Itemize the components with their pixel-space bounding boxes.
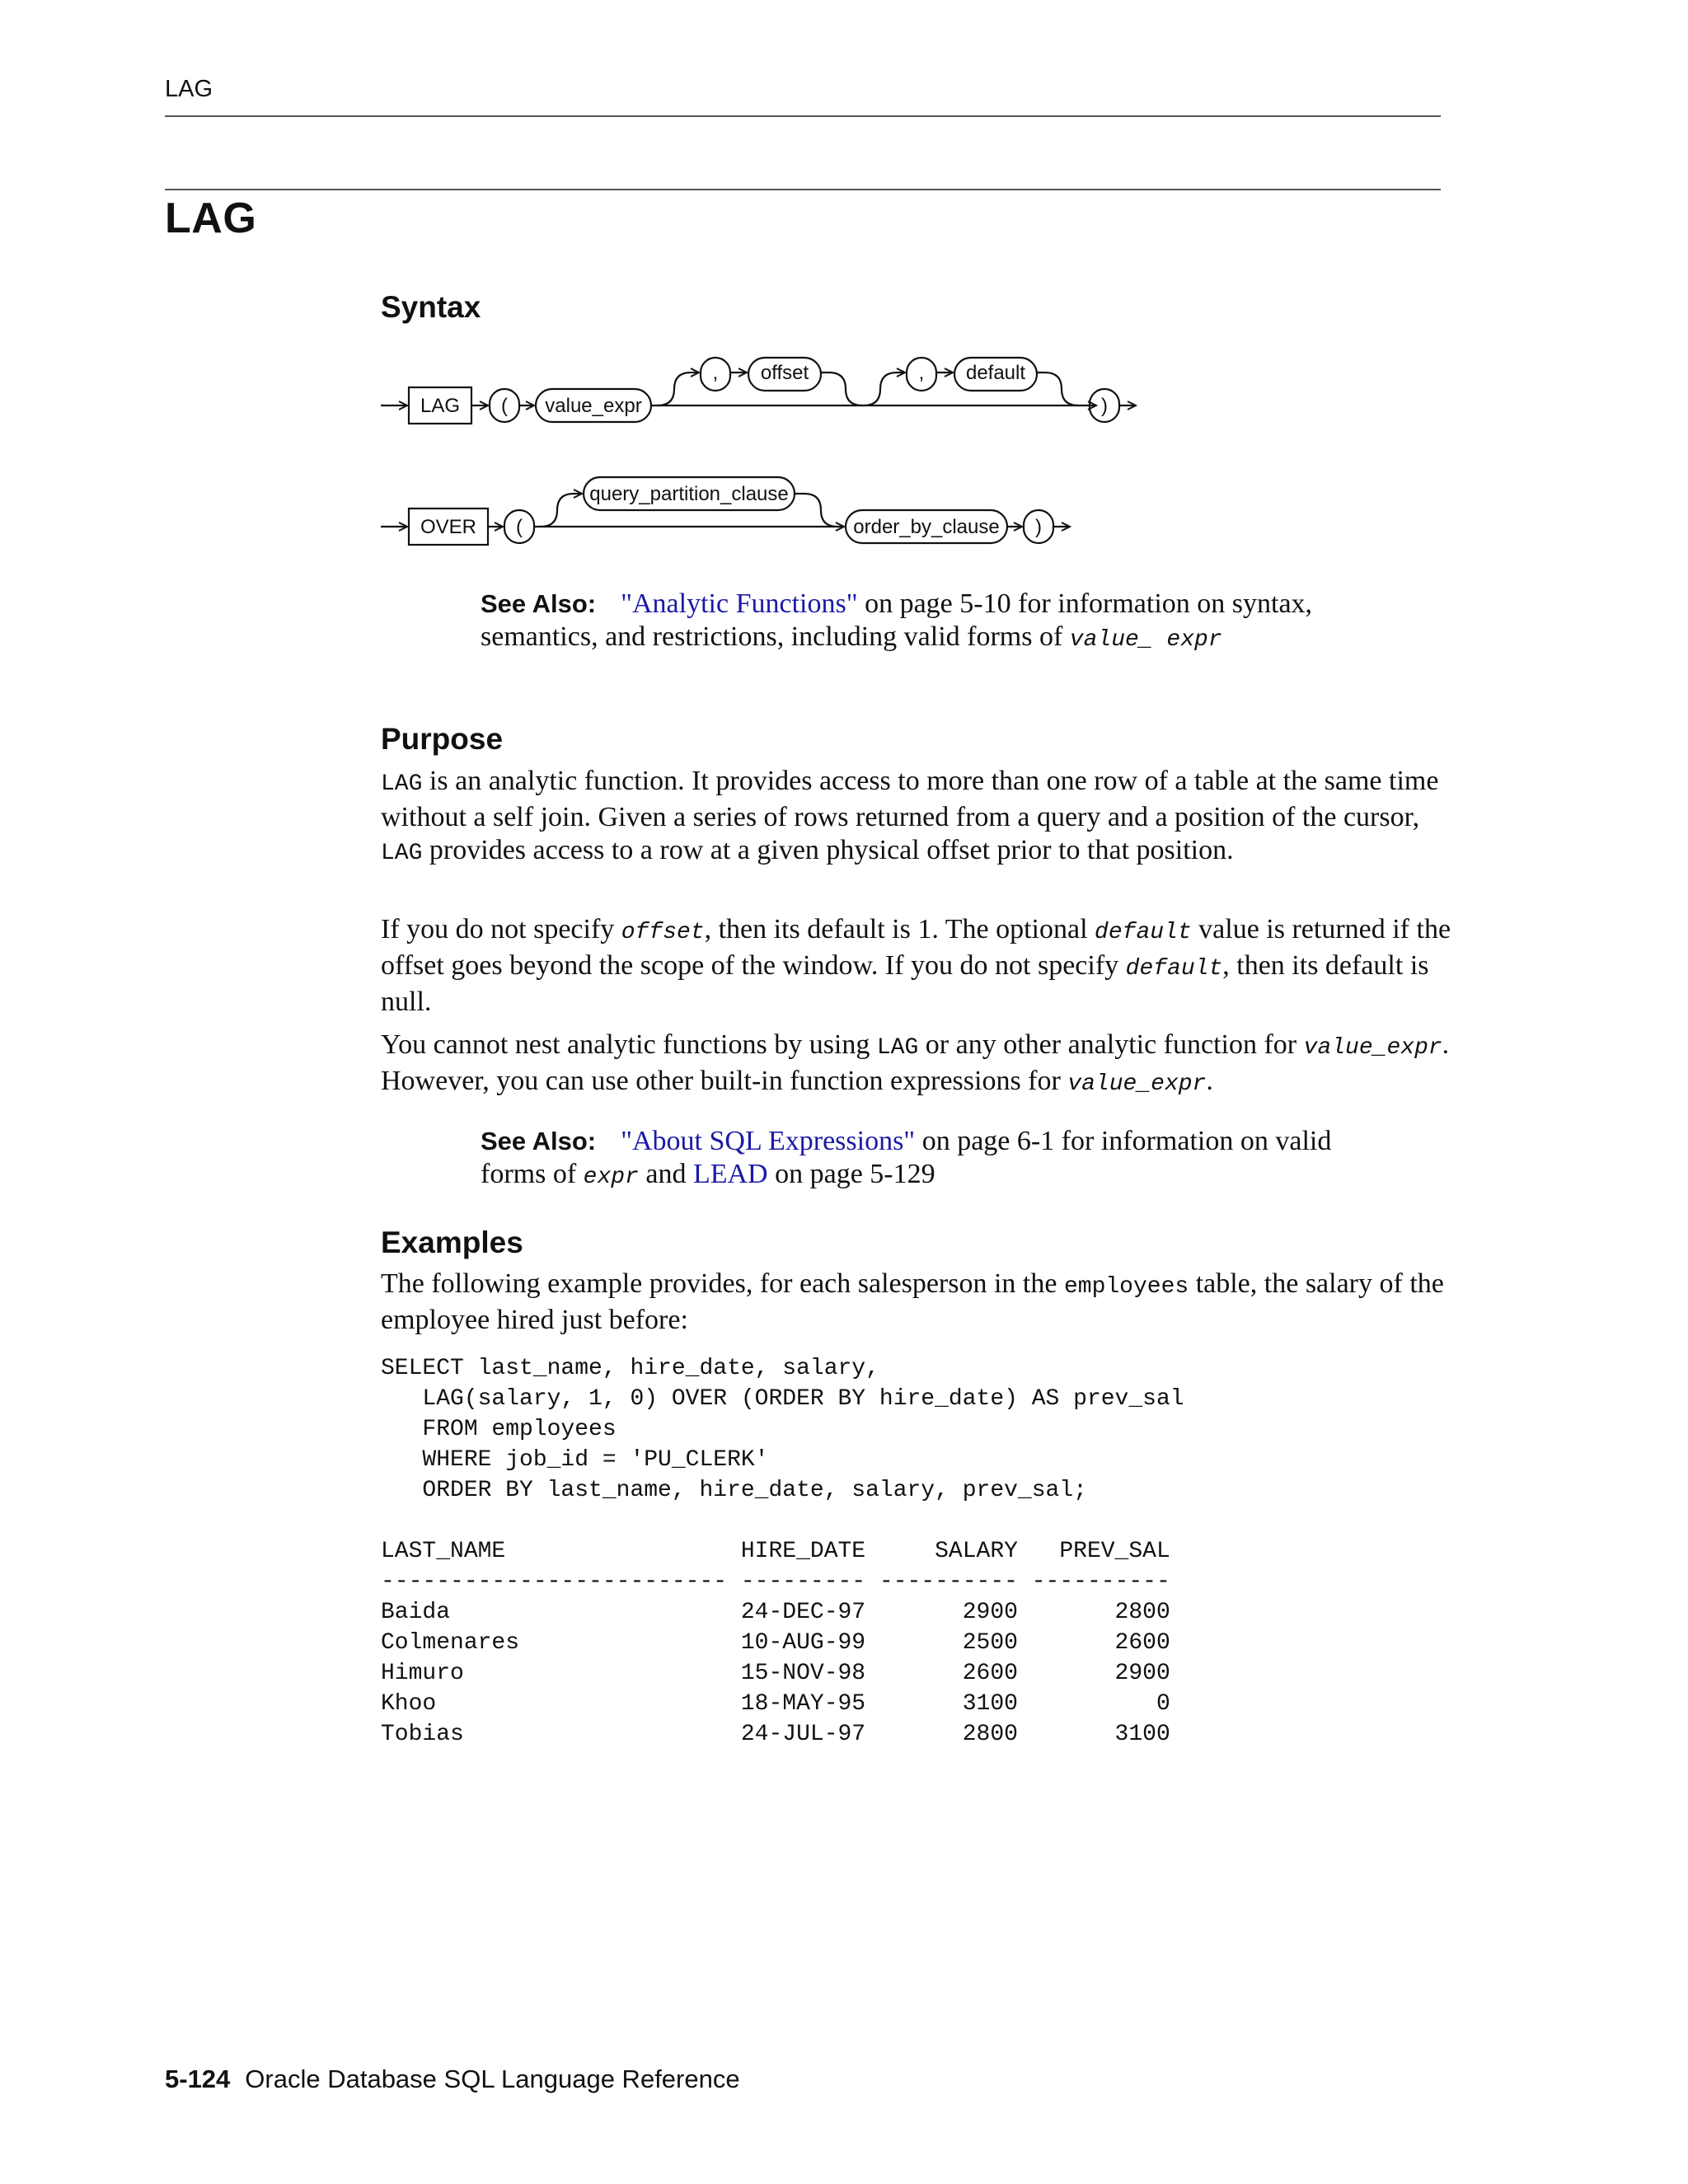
see-also-label: See Also:	[481, 589, 597, 618]
p2-text1: If you do not specify	[381, 914, 621, 944]
p3-text4: .	[1206, 1066, 1213, 1096]
see-also-sql-expressions	[481, 1125, 1354, 1194]
lag-code: LAG	[381, 841, 423, 866]
p1-text1: is an analytic function. It provides access to more than one row of a table at the same time without a self join. Given a series of rows returned from a query and a position of the cursor,	[381, 766, 1439, 832]
purpose-heading: Purpose	[381, 722, 504, 756]
see-also-text: and	[638, 1159, 693, 1189]
comma2-label: ,	[918, 362, 925, 384]
page-number: 5-124	[165, 2064, 231, 2093]
expr-code: expr	[583, 1165, 639, 1190]
lead-link[interactable]: LEAD	[692, 1159, 768, 1189]
purpose-paragraph-1	[381, 765, 1452, 870]
lag-code: LAG	[381, 771, 423, 797]
intro-text2: table, the salary of the employee hired just before:	[381, 1268, 1444, 1335]
offset-code: offset	[621, 920, 705, 945]
open-paren2-label: (	[516, 516, 523, 538]
sql-example-code-block: SELECT last_name, hire_date, salary, LAG(salary, 1, 0) OVER (ORDER BY hire_date) AS prev_sal FROM employees WHERE job_id = 'PU_CLERK' ORDER BY last_name, hire_date, salary, prev_sal; LAST_NAME HIRE_DATE SALARY PREV_SAL ------------------------- --------- ---------- ---------- Baida 24-DEC-97 2900 2800 Colmenares 10-AUG-99 2500 2600 Himuro 15-NOV-98 2600 2900 Khoo 18-MAY-95 3100 0 Tobias 24-JUL-97 2800 3100	[381, 1356, 1184, 1747]
see-also-text: on page 6-1 for information on valid forms of	[481, 1126, 1332, 1189]
examples-heading: Examples	[381, 1226, 523, 1259]
see-also-analytic-functions	[481, 588, 1354, 657]
intro-text1: The following example provides, for each salesperson in the	[381, 1268, 1064, 1299]
see-also-text: on page 5-10 for information on syntax, semantics, and restrictions, including valid forms of	[481, 588, 1313, 652]
p2-text2: , then its default is 1. The optional	[704, 914, 1095, 944]
open-paren-label: (	[501, 395, 508, 417]
lag-keyword: LAG	[420, 395, 461, 417]
p3-text3: . However, you can use other built-in function expressions for	[381, 1029, 1450, 1096]
p2-text4: , then its default is null.	[381, 950, 1429, 1017]
p1-text2: provides access to a row at a given physical offset prior to that position.	[422, 835, 1234, 865]
over-keyword: OVER	[420, 516, 477, 538]
employees-code: employees	[1063, 1274, 1189, 1300]
book-title: Oracle Database SQL Language Reference	[245, 2064, 740, 2093]
order-by-clause-label: order_by_clause	[853, 516, 1000, 538]
about-sql-expressions-link[interactable]: "About SQL Expressions"	[621, 1126, 916, 1156]
syntax-railroad-diagram	[0, 0, 1688, 577]
syntax-heading: Syntax	[381, 290, 481, 324]
analytic-functions-link[interactable]: "Analytic Functions"	[621, 588, 858, 619]
value-expr-code: value_expr	[1067, 1071, 1207, 1097]
p2-text3: value is returned if the offset goes beyond the scope of the window. If you do not specify	[381, 914, 1451, 981]
value-expr-code: value_ expr	[1069, 627, 1222, 653]
examples-intro	[381, 1268, 1452, 1337]
default-code: default	[1095, 920, 1192, 945]
running-header: LAG	[165, 76, 213, 102]
default-label: default	[965, 362, 1026, 384]
lag-code: LAG	[876, 1035, 919, 1061]
comma1-label: ,	[712, 362, 719, 384]
default-code: default	[1125, 956, 1223, 982]
see-also-text: on page 5-129	[767, 1159, 935, 1189]
value-expr-label: value_expr	[545, 395, 642, 417]
purpose-paragraph-3	[381, 1029, 1452, 1101]
p3-text1: You cannot nest analytic functions by using	[381, 1029, 877, 1060]
see-also-label: See Also:	[481, 1127, 597, 1155]
value-expr-code: value_expr	[1303, 1035, 1442, 1061]
page-title: LAG	[165, 194, 257, 242]
page-footer	[165, 2064, 740, 2094]
offset-label: offset	[760, 362, 809, 384]
purpose-paragraph-2	[381, 913, 1452, 1019]
close-paren-label: )	[1101, 395, 1108, 417]
close-paren2-label: )	[1035, 516, 1042, 538]
p3-text2: or any other analytic function for	[918, 1029, 1304, 1060]
query-partition-clause-label: query_partition_clause	[589, 483, 789, 505]
